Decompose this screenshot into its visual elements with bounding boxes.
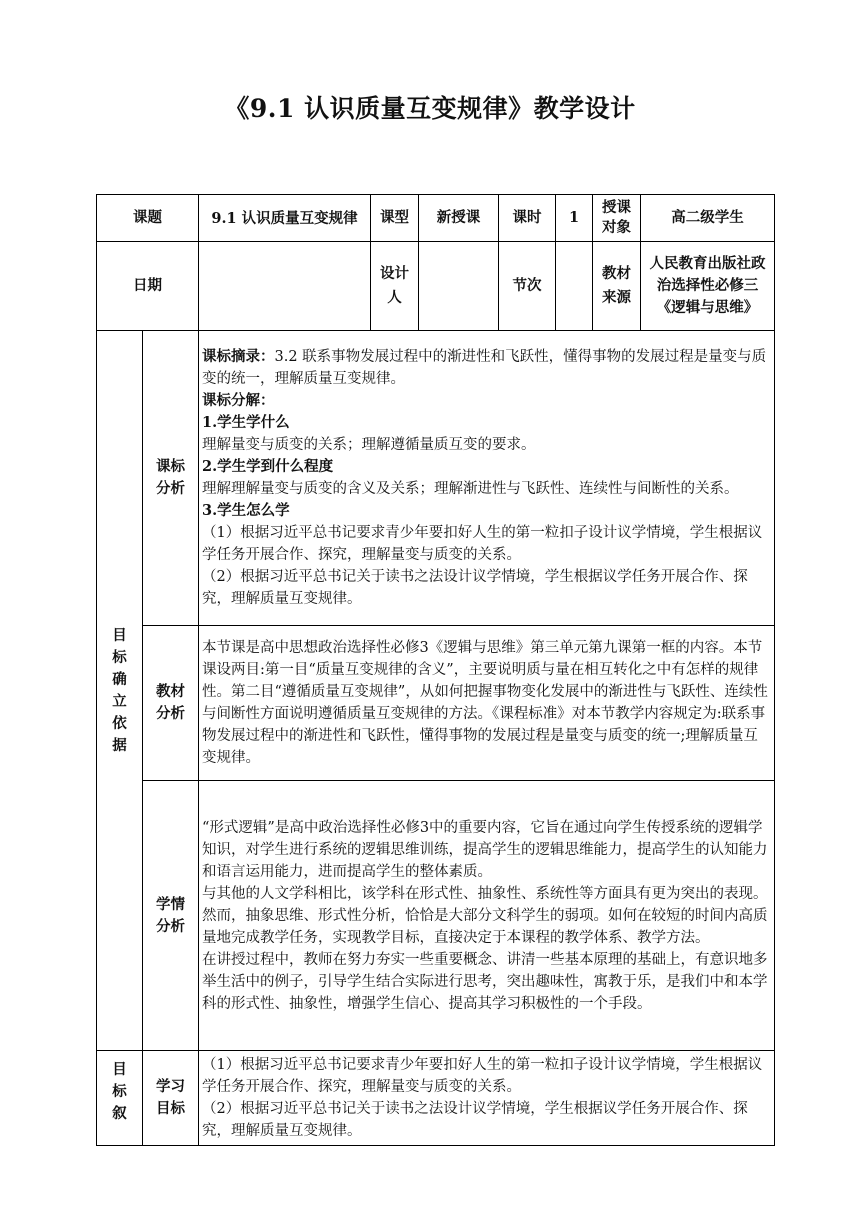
learning-goal-1: （1）根据习近平总书记要求青少年要扣好人生的第一粒扣子设计议学情境，学生根据议学任务开展合作、探究，理解量变与质变的关系。 <box>202 1057 763 1095</box>
student-analysis-p2: 与其他的人文学科相比，该学科在形式性、抽象性、系统性等方面具有更为突出的表现。然而，抽象思维、形式性分析，恰恰是大部分文科学生的弱项。如何在较短的时间内高质量地完成教学任务，实现教学目标，直接决定于本课程的教学体系、教学方法。 <box>202 885 768 946</box>
audience-value: 高二级学生 <box>641 195 775 242</box>
breakdown-heading-1: 1.学生学什么 <box>202 414 290 431</box>
student-analysis-p3: 在讲授过程中，教师在努力夯实一些重要概念、讲清一些基本原理的基础上，有意识地多举生活中的例子，引导学生结合实际进行思考，突出趣味性，寓教于乐，是我们中和本学科的形式性、抽象性，增强学生信心、提高其学习积极性的一个手段。 <box>202 951 768 1012</box>
section-value <box>556 242 593 331</box>
topic-value: 9.1 认识质量互变规律 <box>199 195 371 242</box>
row-textbook-analysis <box>97 626 775 781</box>
label-student-analysis: 学情分析 <box>143 781 199 1051</box>
label-class-hours: 课时 <box>499 195 556 242</box>
label-audience: 授课对象 <box>593 195 641 242</box>
class-hours-value: 1 <box>556 195 593 242</box>
learning-goal-2: （2）根据习近平总书记关于读书之法设计议学情境，学生根据议学任务开展合作、探究，理解质量互变规律。 <box>202 1101 748 1139</box>
breakdown-label: 课标分解： <box>202 392 275 409</box>
row-topic <box>97 195 775 242</box>
label-date: 日期 <box>97 242 199 331</box>
label-curriculum-analysis: 课标分析 <box>143 331 199 626</box>
row-curriculum-analysis <box>97 331 775 626</box>
student-analysis-content <box>199 781 775 1051</box>
date-value <box>199 242 371 331</box>
learning-goals-content <box>199 1051 775 1146</box>
lesson-design-table <box>96 194 775 1146</box>
excerpt-text: 3.2 联系事物发展过程中的渐进性和飞跃性，懂得事物的发展过程是量变与质变的统一，理解质量互变规律。 <box>202 349 767 387</box>
excerpt-label: 课标摘录： <box>202 348 275 365</box>
breakdown-text-3b: （2）根据习近平总书记关于读书之法设计议学情境，学生根据议学任务开展合作、探究，理解质量互变规律。 <box>202 569 748 607</box>
student-analysis-p1: “形式逻辑”是高中政治选择性必修3中的重要内容，它旨在通过向学生传授系统的逻辑学知识，对学生进行系统的逻辑思维训练，提高学生的逻辑思维能力，提高学生的认知能力和语言运用能力，进而提高学生的整体素质。 <box>202 819 768 880</box>
label-textbook-analysis: 教材分析 <box>143 626 199 781</box>
row-student-analysis <box>97 781 775 1051</box>
row-learning-goals <box>97 1051 775 1146</box>
label-textbook-source: 教材来源 <box>593 242 641 331</box>
label-topic: 课题 <box>97 195 199 242</box>
breakdown-text-2: 理解理解量变与质变的含义及关系；理解渐进性与飞跃性、连续性与间断性的关系。 <box>202 481 739 497</box>
label-section: 节次 <box>499 242 556 331</box>
label-learning-goals: 学习目标 <box>143 1051 199 1146</box>
document-title: 《9.1 认识质量互变规律》教学设计 <box>224 94 636 123</box>
textbook-source-value: 人民教育出版社政治选择性必修三《逻辑与思维》 <box>641 242 775 331</box>
lesson-type-value: 新授课 <box>419 195 499 242</box>
textbook-analysis-content <box>199 626 775 781</box>
row-date <box>97 242 775 331</box>
breakdown-heading-2: 2.学生学到什么程度 <box>202 458 334 475</box>
label-lesson-type: 课型 <box>371 195 419 242</box>
breakdown-heading-3: 3.学生怎么学 <box>202 502 290 519</box>
label-goal-basis: 目标确立依据 <box>97 331 143 1051</box>
breakdown-text-1: 理解量变与质变的关系；理解遵循量质互变的要求。 <box>202 437 536 453</box>
label-designer: 设计人 <box>371 242 419 331</box>
designer-value <box>419 242 499 331</box>
textbook-analysis-text: 本节课是高中思想政治选择性必修3《逻辑与思维》第三单元第九课第一框的内容。本节课设两目:第一目“质量互变规律的含义”，主要说明质与量在相互转化之中有怎样的规律性。第二目“遵循质量互变规律”，从如何把握事物变化发展中的渐进性与飞跃性、连续性与间断性方面说明遵循质量互变规律的方法。《课程标准》对本节教学内容规定为:联系事物发展过程中的渐进性和飞跃性，懂得事物的发展过程是量变与质变的统一;理解质量互变规律。 <box>202 640 768 766</box>
breakdown-text-3a: （1）根据习近平总书记要求青少年要扣好人生的第一粒扣子设计议学情境，学生根据议学任务开展合作、探究，理解量变与质变的关系。 <box>202 525 763 563</box>
curriculum-analysis-content <box>199 331 775 626</box>
label-goal-description: 目标叙 <box>97 1051 143 1146</box>
